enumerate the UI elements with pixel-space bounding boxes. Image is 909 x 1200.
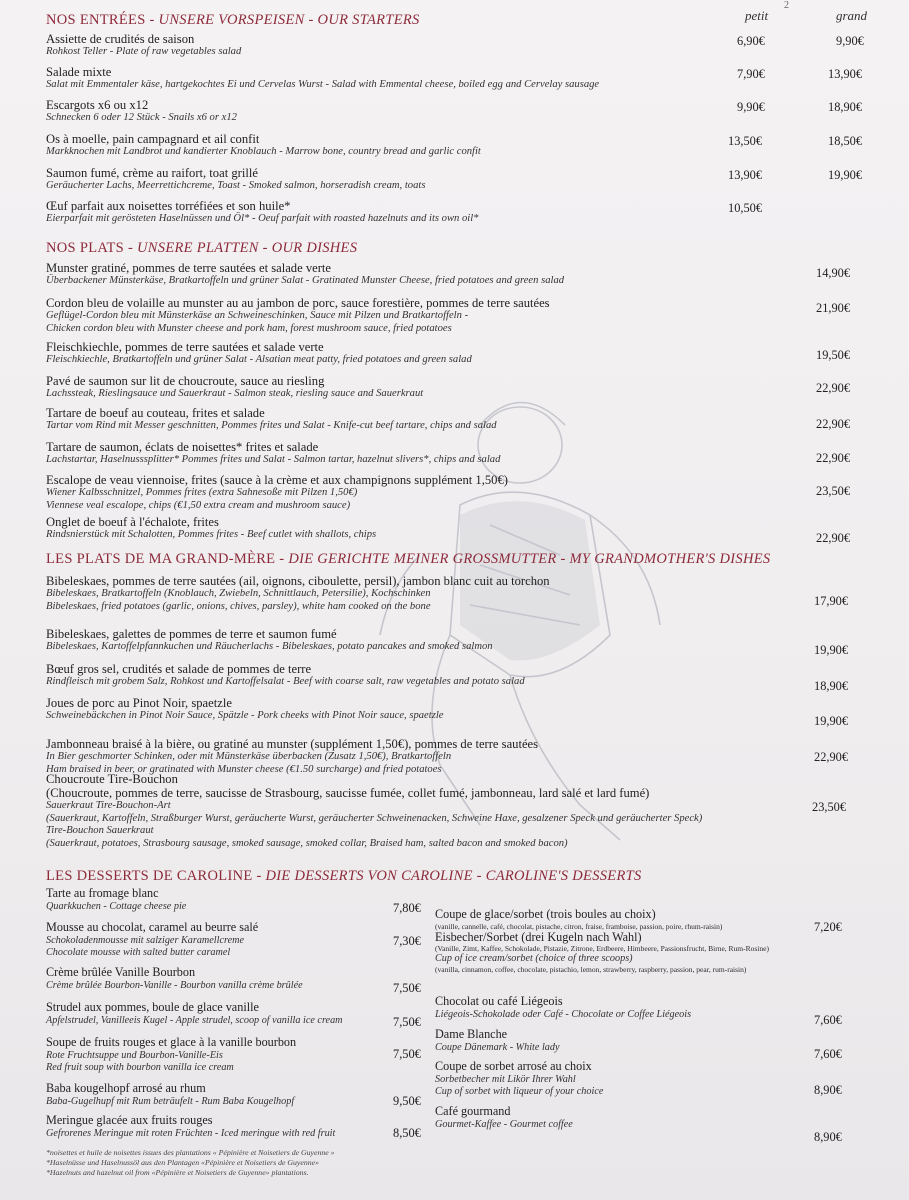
item-description: Viennese veal escalope, chips (€1,50 extra cream and mushroom sauce) <box>46 499 351 511</box>
section-title-tr: - DIE DESSERTS VON CAROLINE - CAROLINE'S DESSERTS <box>252 868 642 884</box>
item-price: 7,30€ <box>393 934 421 948</box>
section-title-tr: - DIE GERICHTE MEINER GROSSMUTTER - MY GRANDMOTHER'S DISHES <box>275 551 771 567</box>
item-description: Rohkost Teller - Plate of raw vegetables salad <box>46 46 242 57</box>
item-title: Bœuf gros sel, crudités et salade de pommes de terre <box>46 662 312 676</box>
item-price-petit: 9,90€ <box>737 100 765 114</box>
menu-item <box>46 574 869 613</box>
item-description: Liégeois-Schokolade oder Café - Chocolate or Coffee Liégeois <box>435 1008 692 1020</box>
item-title: Munster gratiné, pommes de terre sautées et salade verte <box>46 261 331 275</box>
item-title: Coupe de glace/sorbet (trois boules au choix) <box>435 907 656 921</box>
item-title: Tarte au fromage blanc <box>46 886 159 900</box>
dessert-item <box>46 966 446 992</box>
item-description: (Sauerkraut, potatoes, Strasbourg sausage, smoked sausage, smoked collar, Braised ham, salted bacon and smoked bacon) <box>46 837 568 849</box>
item-title: Bibeleskaes, galettes de pommes de terre et saumon fumé <box>46 627 337 641</box>
item-description: Sorbetbecher mit Likör Ihrer Wahl <box>435 1073 576 1085</box>
item-title: Onglet de boeuf à l'échalote, frites <box>46 515 219 529</box>
item-description: Apfelstrudel, Vanilleeis Kugel - Apple strudel, scoop of vanilla ice cream <box>46 1014 343 1026</box>
section-title-tr: - UNSERE VORSPEISEN - OUR STARTERS <box>145 12 420 28</box>
item-description: Gourmet-Kaffee - Gourmet coffee <box>435 1118 573 1130</box>
menu-item <box>46 473 869 512</box>
section-title-grandmother <box>46 551 770 568</box>
item-title: Fleischkiechle, pommes de terre sautées et salade verte <box>46 340 324 354</box>
item-title: Cordon bleu de volaille au munster au au jambon de porc, sauce forestière, pommes de terre sautées <box>46 296 550 310</box>
item-description: Rindfleisch mit grobem Salz, Rohkost und Kartoffelsalat - Beef with coarse salt, raw vegetables and potato salad <box>46 676 525 687</box>
item-price-petit: 10,50€ <box>728 201 763 215</box>
item-description: Tire-Bouchon Sauerkraut <box>46 825 154 836</box>
item-description: Rindsnierstück mit Schalotten, Pommes frites - Beef cutlet with shallots, chips <box>46 529 377 540</box>
dessert-item <box>46 887 446 913</box>
item-price: 7,60€ <box>814 1047 842 1061</box>
item-title: Escargots x6 ou x12 <box>46 98 149 112</box>
item-title: Soupe de fruits rouges et glace à la vanille bourbon <box>46 1035 297 1049</box>
item-flavors: (vanille, cannelle, café, chocolat, pistache, citron, fraise, framboise, passion, poire, rhum-raisin) <box>435 921 723 931</box>
item-flavors: (Vanille, Zimt, Kaffee, Schokolade, Pistazie, Zitrone, Erdbeere, Himbeere, Passionsfrucht, Birne, Rum-Rosine) <box>435 944 769 953</box>
item-description: Rote Fruchtsuppe und Bourbon-Vanille-Eis <box>46 1049 223 1061</box>
item-price-grand: 13,90€ <box>828 67 863 81</box>
item-title: Bibeleskaes, pommes de terre sautées (ail, oignons, ciboulette, persil), jambon blanc cuit au torchon <box>46 574 550 588</box>
item-description: Cup of ice cream/sorbet (choice of three scoops) <box>435 953 633 964</box>
item-price: 14,90€ <box>816 266 851 280</box>
item-description: Quarkkuchen - Cottage cheese pie <box>46 900 187 912</box>
menu-item <box>46 374 869 401</box>
footnotes <box>46 1148 335 1178</box>
item-title: Joues de porc au Pinot Noir, spaetzle <box>46 696 232 710</box>
item-price: 19,90€ <box>814 643 849 657</box>
item-description: Lachssteak, Rieslingsauce und Sauerkraut - Salmon steak, riesling sauce and Sauerkraut <box>46 388 424 399</box>
item-price-grand: 18,90€ <box>828 100 863 114</box>
dessert-item <box>435 1105 835 1131</box>
item-description: Schnecken 6 oder 12 Stück - Snails x6 or x12 <box>46 112 237 123</box>
dessert-item <box>435 1028 835 1054</box>
item-description: Gefrorenes Meringue mit roten Früchten - Iced meringue with red fruit <box>46 1127 336 1139</box>
item-price: 7,50€ <box>393 1015 421 1029</box>
menu-item <box>46 662 869 689</box>
item-title: Crème brûlée Vanille Bourbon <box>46 965 196 979</box>
item-title: (Choucroute, pommes de terre, saucisse de Strasbourg, saucisse fumée, collet fumé, jambonneau, lard salé et lard fumé) <box>46 786 650 800</box>
dessert-item-coupe <box>435 908 835 974</box>
item-description: Baba-Gugelhupf mit Rum beträufelt - Rum Baba Kougelhopf <box>46 1095 295 1107</box>
dessert-item <box>46 1036 446 1074</box>
item-price: 23,50€ <box>816 484 851 498</box>
item-price: 18,90€ <box>814 679 849 693</box>
item-title: Tartare de saumon, éclats de noisettes* frites et salade <box>46 440 319 454</box>
footnote-line: *Hazelnuts and hazelnut oil from «Pépinière et Noisetiers de Guyenne» plantations. <box>46 1168 309 1177</box>
item-description: Crème brûlée Bourbon-Vanille - Bourbon vanilla crème brûlée <box>46 979 303 991</box>
item-price: 19,90€ <box>814 714 849 728</box>
item-price: 8,50€ <box>393 1126 421 1140</box>
item-price: 22,90€ <box>816 451 851 465</box>
item-price: 22,90€ <box>816 381 851 395</box>
item-description: Cup of sorbet with liqueur of your choice <box>435 1085 604 1097</box>
item-description: Fleischkiechle, Bratkartoffeln und grüner Salat - Alsatian meat patty, fried potatoes and green salad <box>46 354 472 365</box>
menu-item <box>46 340 869 367</box>
menu-item <box>46 440 869 467</box>
item-description: Red fruit soup with bourbon vanilla ice cream <box>46 1061 234 1073</box>
item-title: Salade mixte <box>46 65 112 79</box>
item-title: Choucroute Tire-Bouchon <box>46 772 178 786</box>
section-title-dishes <box>46 240 357 257</box>
item-price: 22,90€ <box>816 417 851 431</box>
menu-item <box>46 737 869 776</box>
dessert-item <box>46 1082 446 1108</box>
item-description: Chocolate mousse with salted butter caramel <box>46 946 231 958</box>
item-title: Dame Blanche <box>435 1027 508 1041</box>
item-description: In Bier geschmorter Schinken, oder mit Münsterkäse überbacken (Zusatz 1,50€), Bratkartoffeln <box>46 751 452 762</box>
item-description: Ham braised in beer, or gratinated with Munster cheese (€1.50 surcharge) and fried potatoes <box>46 763 442 775</box>
corner-mark: 2 <box>784 0 789 11</box>
item-price: 7,50€ <box>393 1047 421 1061</box>
menu-item <box>46 696 869 723</box>
item-description: Tartar vom Rind mit Messer geschnitten, Pommes frites und Salat - Knife-cut beef tartare, chips and salad <box>46 420 497 431</box>
section-title-fr: LES DESSERTS DE CAROLINE <box>46 868 253 884</box>
item-price-grand: 19,90€ <box>828 168 863 182</box>
menu-item <box>46 406 869 433</box>
dessert-item <box>46 921 446 959</box>
dessert-item <box>46 1114 446 1140</box>
item-description: Lachstartar, Haselnusssplitter* Pommes frites und Salat - Salmon tartar, hazelnut slivers*, chips and salad <box>46 454 501 465</box>
item-price: 7,80€ <box>393 901 421 915</box>
item-title: Mousse au chocolat, caramel au beurre salé <box>46 920 259 934</box>
item-title: Eisbecher/Sorbet (drei Kugeln nach Wahl) <box>435 929 642 944</box>
item-price: 7,60€ <box>814 1013 842 1027</box>
item-price: 8,90€ <box>814 1130 842 1144</box>
item-description: Wiener Kalbsschnitzel, Pommes frites (extra Sahnesoße mit Pilzen 1,50€) <box>46 487 358 498</box>
item-description: Schweinebäckchen in Pinot Noir Sauce, Spätzle - Pork cheeks with Pinot Noir sauce, spaetzle <box>46 710 444 721</box>
item-price: 8,90€ <box>814 1083 842 1097</box>
item-title: Assiette de crudités de saison <box>46 32 195 46</box>
section-title-tr: - UNSERE PLATTEN - OUR DISHES <box>124 240 358 256</box>
column-header-petit: petit <box>745 8 769 23</box>
item-price-petit: 7,90€ <box>737 67 765 81</box>
footnote-line: *noisettes et huile de noisettes issues des plantations « Pépinière et Noisetiers de Guyenne » <box>46 1148 335 1157</box>
item-title: Coupe de sorbet arrosé au choix <box>435 1059 592 1073</box>
item-description: Bibeleskaes, Kartoffelpfannkuchen und Räucherlachs - Bibeleskaes, potato pancakes and smoked salmon <box>46 641 493 652</box>
section-title-fr: LES PLATS DE MA GRAND-MÈRE <box>46 551 276 567</box>
column-header-grand: grand <box>836 8 868 23</box>
item-title: Escalope de veau viennoise, frites (sauce à la crème et aux champignons supplément 1,50€) <box>46 473 508 487</box>
section-title-fr: NOS PLATS <box>46 240 125 256</box>
menu-item <box>46 515 869 542</box>
item-title: Baba kougelhopf arrosé au rhum <box>46 1081 206 1095</box>
section-title-starters <box>46 12 420 29</box>
item-description: Überbackener Münsterkäse, Bratkartoffeln und grüner Salat - Gratinated Munster Cheese, fried potatoes and green salad <box>46 275 565 286</box>
item-description: Bibeleskaes, fried potatoes (garlic, onions, chives, parsley), white ham cooked on the bone <box>46 600 431 612</box>
item-price: 9,50€ <box>393 1094 421 1108</box>
menu-item <box>46 627 869 654</box>
item-price: 21,90€ <box>816 301 851 315</box>
dessert-item <box>435 1060 835 1098</box>
item-description: Coupe Dänemark - White lady <box>435 1041 560 1053</box>
item-price: 22,90€ <box>814 750 849 764</box>
item-price: 7,20€ <box>814 920 842 934</box>
item-description: Bibeleskaes, Bratkartoffeln (Knoblauch, Zwiebeln, Schnittlauch, Petersilie), Kochschinken <box>46 588 431 599</box>
item-title: Os à moelle, pain campagnard et ail confit <box>46 132 260 146</box>
item-description: Sauerkraut Tire-Bouchon-Art <box>46 800 171 811</box>
section-title-desserts <box>46 868 642 885</box>
item-title: Tartare de boeuf au couteau, frites et salade <box>46 406 265 420</box>
item-price: 19,50€ <box>816 348 851 362</box>
footnote-line: *Haselnüsse und Haselnussöl aus den Plantagen «Pépinière et Noisetiers de Guyenne» <box>46 1158 319 1167</box>
item-title: Meringue glacée aux fruits rouges <box>46 1113 213 1127</box>
item-description: Eierparfait mit gerösteten Haselnüssen und Öl* - Oeuf parfait with roasted hazelnuts and its own oil* <box>46 213 479 224</box>
item-price: 22,90€ <box>816 531 851 545</box>
item-description: Geflügel-Cordon bleu mit Münsterkäse an Schweineschinken, Sauce mit Pilzen und Bratkartoffeln - <box>46 310 469 321</box>
menu-item <box>46 261 869 288</box>
item-title: Strudel aux pommes, boule de glace vanille <box>46 1000 259 1014</box>
item-title: Café gourmand <box>435 1104 511 1118</box>
item-title: Saumon fumé, crème au raifort, toat grillé <box>46 166 258 180</box>
item-description: Chicken cordon bleu with Munster cheese and pork ham, forest mushroom sauce, fried potatoes <box>46 322 452 334</box>
item-description: Schokoladenmousse mit salziger Karamellcreme <box>46 934 244 946</box>
menu-item-choucroute <box>46 772 869 850</box>
item-title: Pavé de saumon sur lit de choucroute, sauce au riesling <box>46 374 325 388</box>
item-title: Œuf parfait aux noisettes torréfiées et son huile* <box>46 199 291 213</box>
item-title: Jambonneau braisé à la bière, ou gratiné au munster (supplément 1,50€), pommes de terre sautées <box>46 737 539 751</box>
menu-item <box>46 296 869 335</box>
item-price: 23,50€ <box>812 800 847 814</box>
dessert-item <box>435 995 835 1021</box>
item-description: Markknochen mit Landbrot und kandierter Knoblauch - Marrow bone, country bread and garlic confit <box>46 146 481 157</box>
item-price-grand: 18,50€ <box>828 134 863 148</box>
item-flavors: (vanilla, cinnamon, coffee, chocolate, pistachio, lemon, strawberry, raspberry, passion, pear, rum-raisin) <box>435 965 747 974</box>
section-title-fr: NOS ENTRÉES <box>46 12 146 28</box>
item-price-petit: 6,90€ <box>737 34 765 48</box>
item-description: Geräucherter Lachs, Meerrettichcreme, Toast - Smoked salmon, horseradish cream, toats <box>46 180 426 191</box>
item-price: 17,90€ <box>814 594 849 608</box>
item-price: 7,50€ <box>393 981 421 995</box>
item-description: (Sauerkraut, Kartoffeln, Straßburger Wurst, geräucherte Wurst, geräucherter Schweinenacken, Schweine Haxe, gesalzener Speck und geräucherter Speck) <box>46 812 703 824</box>
item-price-grand: 9,90€ <box>836 34 864 48</box>
item-price-petit: 13,90€ <box>728 168 763 182</box>
item-price-petit: 13,50€ <box>728 134 763 148</box>
item-title: Chocolat ou café Liégeois <box>435 994 563 1008</box>
item-description: Salat mit Emmentaler käse, hartgekochtes Ei und Cervelas Wurst - Salad with Emmental cheese, boiled egg and Cervelay sausage <box>46 79 600 90</box>
dessert-item <box>46 1001 446 1027</box>
